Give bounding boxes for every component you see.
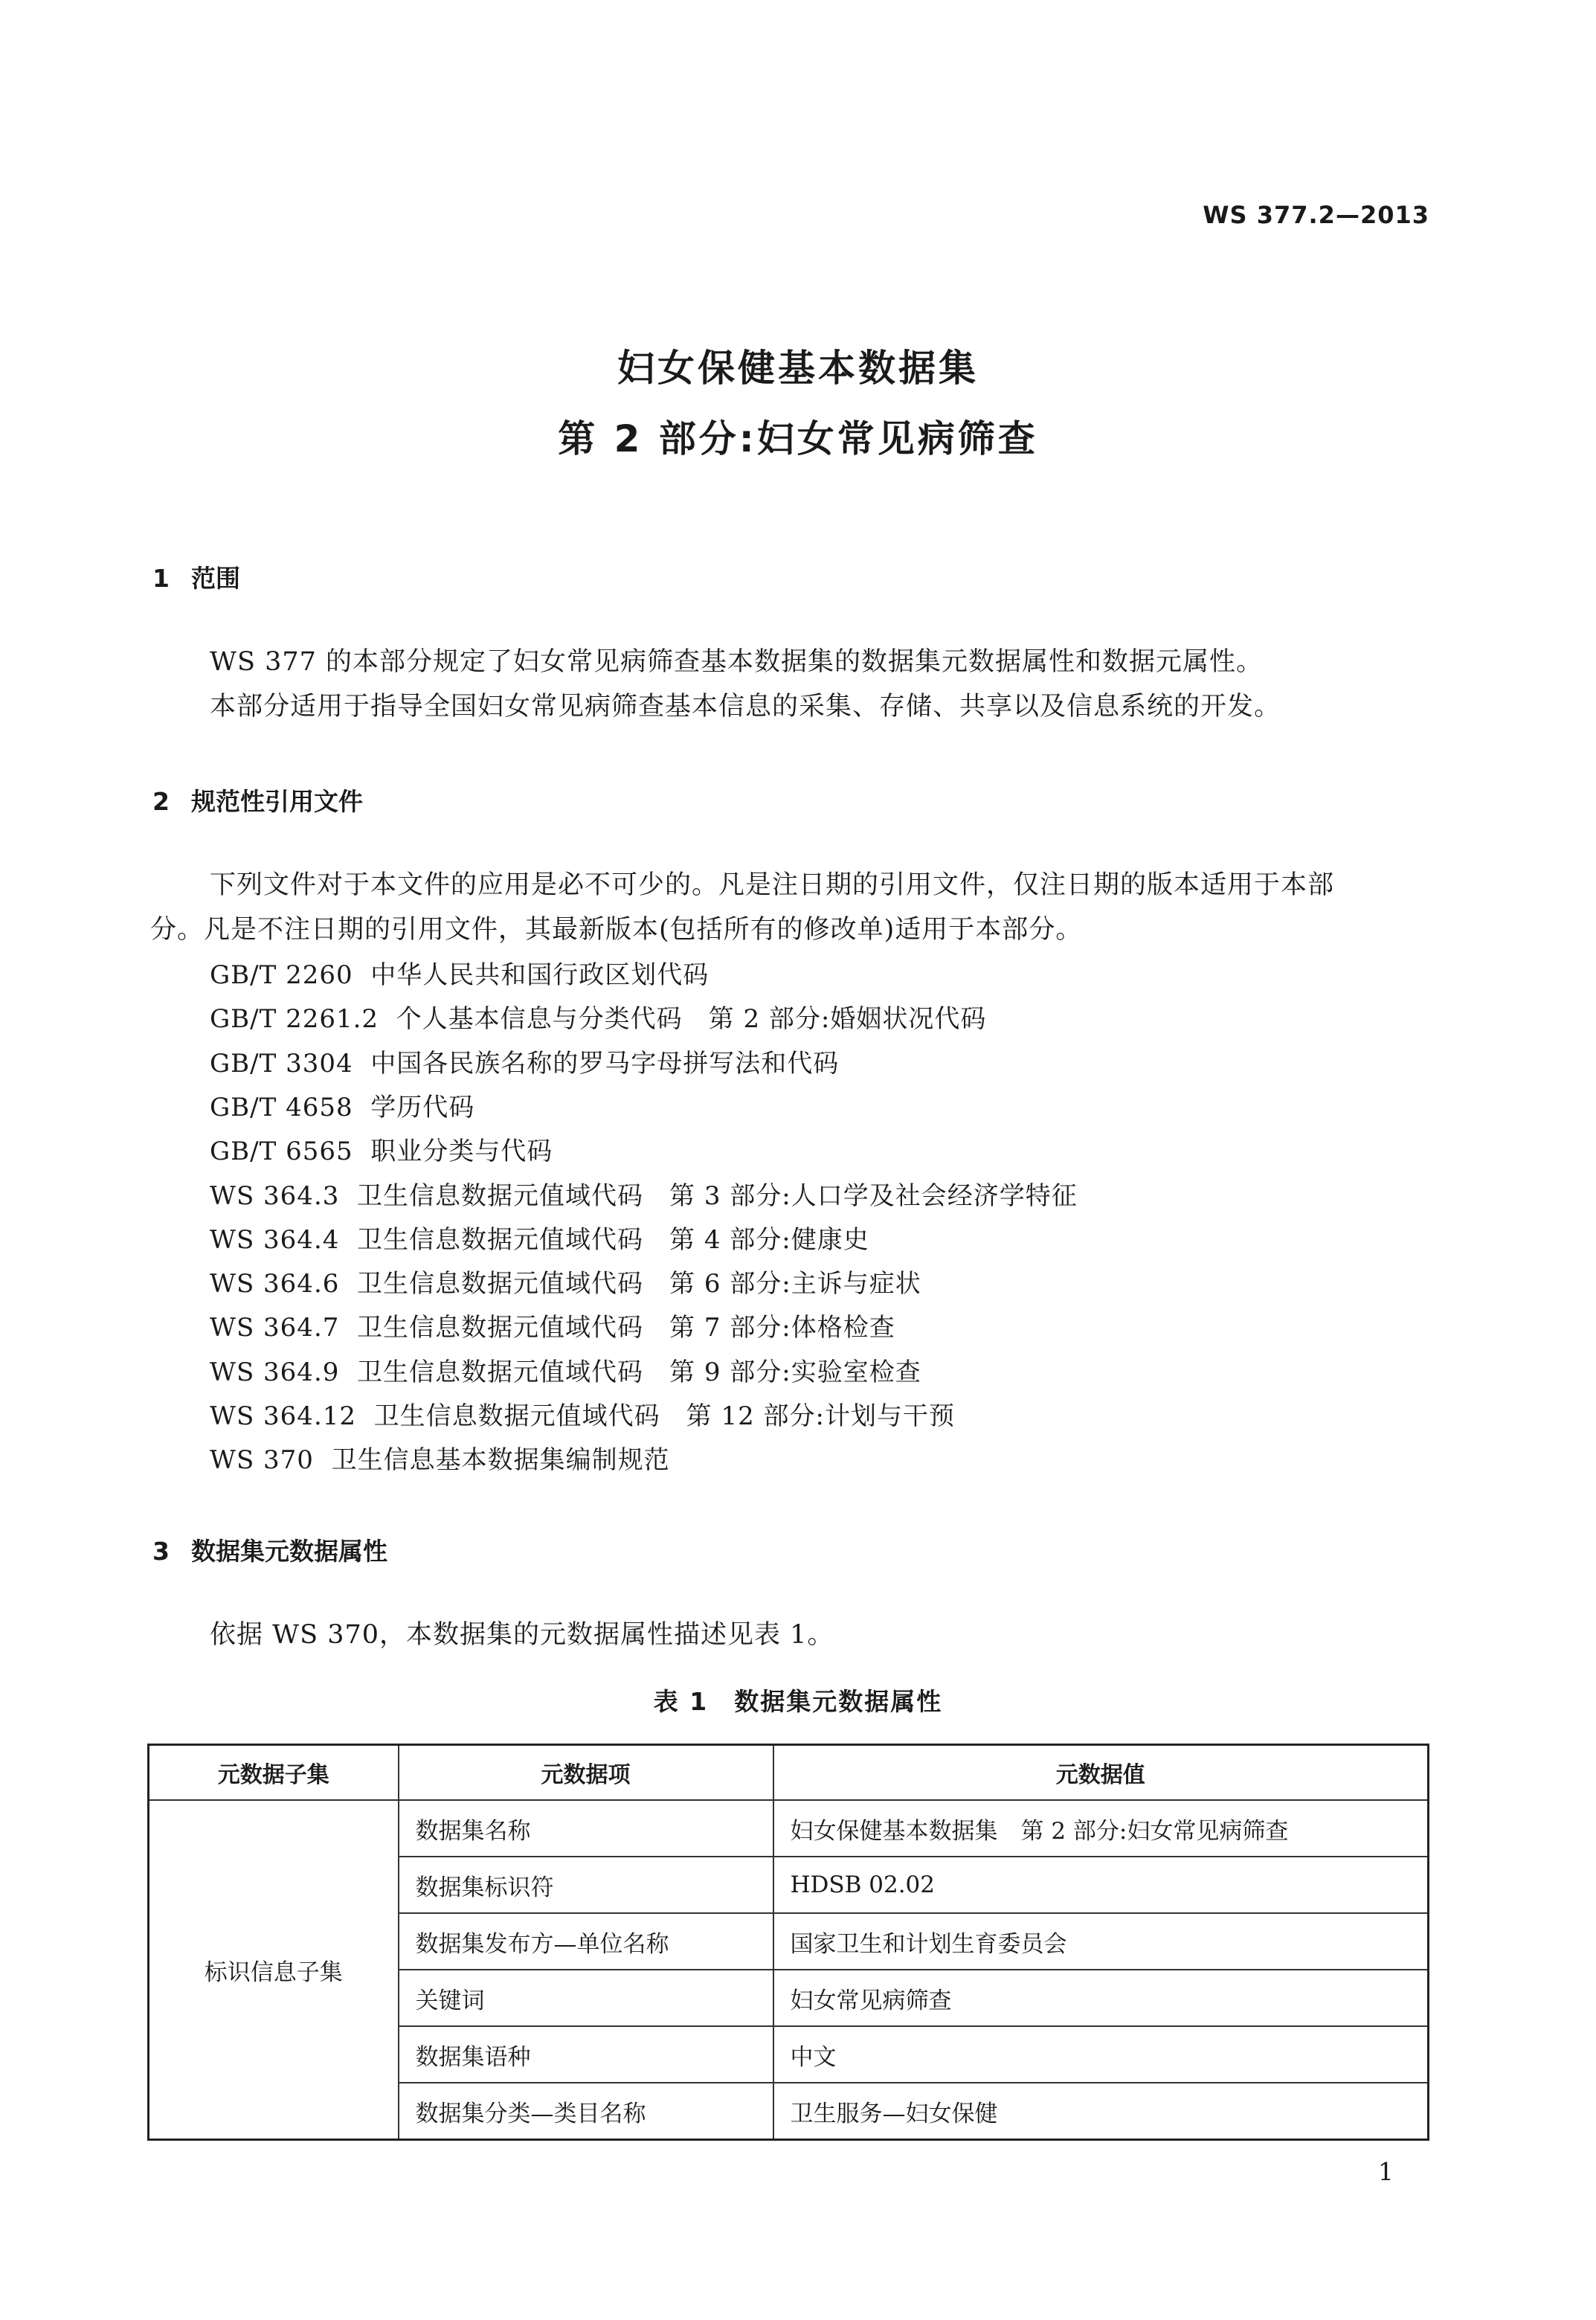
section-2-heading bbox=[152, 783, 363, 817]
reference-item bbox=[210, 998, 986, 1035]
document-code: WS 377.2—2013 bbox=[1203, 201, 1429, 229]
section-2-para-line-1: 下列文件对于本文件的应用是必不可少的。凡是注日期的引用文件，仅注日期的版本适用于本部 bbox=[210, 870, 1335, 900]
value-cell: 中文 bbox=[773, 2026, 1429, 2083]
section-1-heading bbox=[152, 559, 240, 594]
page-number: 1 bbox=[1378, 2157, 1394, 2186]
metadata-table bbox=[147, 1744, 1429, 2141]
item-cell: 数据集分类—类目名称 bbox=[399, 2083, 773, 2140]
section-2-title: 规范性引用文件 bbox=[191, 787, 363, 816]
reference-code: WS 364.12 bbox=[210, 1401, 357, 1431]
reference-item bbox=[210, 1395, 955, 1432]
table-header-row bbox=[149, 1745, 1429, 1801]
reference-title: 卫生信息数据元值域代码 第 3 部分:人口学及社会经济学特征 bbox=[357, 1181, 1078, 1211]
reference-item bbox=[210, 1131, 553, 1167]
column-header-item: 元数据项 bbox=[399, 1745, 773, 1801]
table-row bbox=[149, 1800, 1429, 1857]
value-cell: HDSB 02.02 bbox=[773, 1857, 1429, 1913]
reference-title: 卫生信息数据元值域代码 第 6 部分:主诉与症状 bbox=[357, 1269, 921, 1299]
column-header-value: 元数据值 bbox=[773, 1745, 1429, 1801]
value-cell: 国家卫生和计划生育委员会 bbox=[773, 1913, 1429, 1970]
section-1-para-1: WS 377 的本部分规定了妇女常见病筛查基本数据集的数据集元数据属性和数据元属性。 bbox=[210, 647, 1264, 677]
reference-code: WS 364.9 bbox=[210, 1357, 340, 1387]
reference-code: WS 364.4 bbox=[210, 1225, 340, 1255]
item-cell: 数据集标识符 bbox=[399, 1857, 773, 1913]
reference-item bbox=[210, 1439, 670, 1476]
section-1-title: 范围 bbox=[191, 564, 240, 593]
reference-code: GB/T 6565 bbox=[210, 1137, 353, 1166]
reference-item bbox=[210, 954, 709, 991]
item-cell: 数据集语种 bbox=[399, 2026, 773, 2083]
reference-code: GB/T 3304 bbox=[210, 1049, 353, 1079]
section-3-heading bbox=[152, 1532, 387, 1567]
section-2-para-line-2: 分。凡是不注日期的引用文件，其最新版本(包括所有的修改单)适用于本部分。 bbox=[150, 915, 1083, 945]
table-1-caption: 表 1 数据集元数据属性 bbox=[653, 1687, 943, 1716]
reference-code: GB/T 2260 bbox=[210, 960, 353, 990]
reference-code: GB/T 2261.2 bbox=[210, 1004, 379, 1034]
item-cell: 数据集发布方—单位名称 bbox=[399, 1913, 773, 1970]
value-cell: 妇女常见病筛查 bbox=[773, 1970, 1429, 2026]
section-3-title: 数据集元数据属性 bbox=[191, 1537, 387, 1566]
reference-item bbox=[210, 1219, 869, 1256]
section-1-para-2: 本部分适用于指导全国妇女常见病筛查基本信息的采集、存储、共享以及信息系统的开发。 bbox=[210, 692, 1281, 722]
reference-code: WS 364.3 bbox=[210, 1181, 340, 1211]
value-cell: 妇女保健基本数据集 第 2 部分:妇女常见病筛查 bbox=[773, 1800, 1429, 1857]
reference-title: 卫生信息数据元值域代码 第 12 部分:计划与干预 bbox=[373, 1401, 955, 1431]
reference-code: WS 364.6 bbox=[210, 1269, 340, 1299]
value-cell: 卫生服务—妇女保健 bbox=[773, 2083, 1429, 2140]
section-1-number: 1 bbox=[152, 564, 170, 593]
reference-item bbox=[210, 1087, 474, 1123]
reference-item bbox=[210, 1307, 895, 1343]
title-line-1: 妇女保健基本数据集 bbox=[617, 347, 979, 390]
reference-title: 中华人民共和国行政区划代码 bbox=[370, 960, 709, 990]
reference-title: 中国各民族名称的罗马字母拼写法和代码 bbox=[370, 1049, 840, 1079]
reference-title: 卫生信息数据元值域代码 第 4 部分:健康史 bbox=[357, 1225, 869, 1255]
title-line-2: 第 2 部分:妇女常见病筛查 bbox=[558, 417, 1038, 460]
reference-title: 卫生信息数据元值域代码 第 9 部分:实验室检查 bbox=[357, 1357, 921, 1387]
reference-code: GB/T 4658 bbox=[210, 1093, 353, 1122]
reference-title: 学历代码 bbox=[370, 1093, 475, 1122]
reference-item bbox=[210, 1175, 1078, 1212]
section-3-para-1: 依据 WS 370，本数据集的元数据属性描述见表 1。 bbox=[210, 1620, 834, 1650]
section-2-number: 2 bbox=[152, 787, 170, 816]
reference-title: 卫生信息基本数据集编制规范 bbox=[331, 1445, 670, 1475]
reference-item bbox=[210, 1043, 839, 1079]
reference-item bbox=[210, 1263, 921, 1299]
item-cell: 数据集名称 bbox=[399, 1800, 773, 1857]
reference-title: 职业分类与代码 bbox=[370, 1137, 553, 1166]
reference-code: WS 364.7 bbox=[210, 1313, 340, 1343]
section-3-number: 3 bbox=[152, 1537, 170, 1566]
reference-title: 个人基本信息与分类代码 第 2 部分:婚姻状况代码 bbox=[396, 1004, 987, 1034]
item-cell: 关键词 bbox=[399, 1970, 773, 2026]
reference-code: WS 370 bbox=[210, 1445, 314, 1475]
reference-title: 卫生信息数据元值域代码 第 7 部分:体格检查 bbox=[357, 1313, 895, 1343]
subset-cell: 标识信息子集 bbox=[149, 1800, 399, 2140]
reference-item bbox=[210, 1352, 921, 1388]
column-header-subset: 元数据子集 bbox=[149, 1745, 399, 1801]
